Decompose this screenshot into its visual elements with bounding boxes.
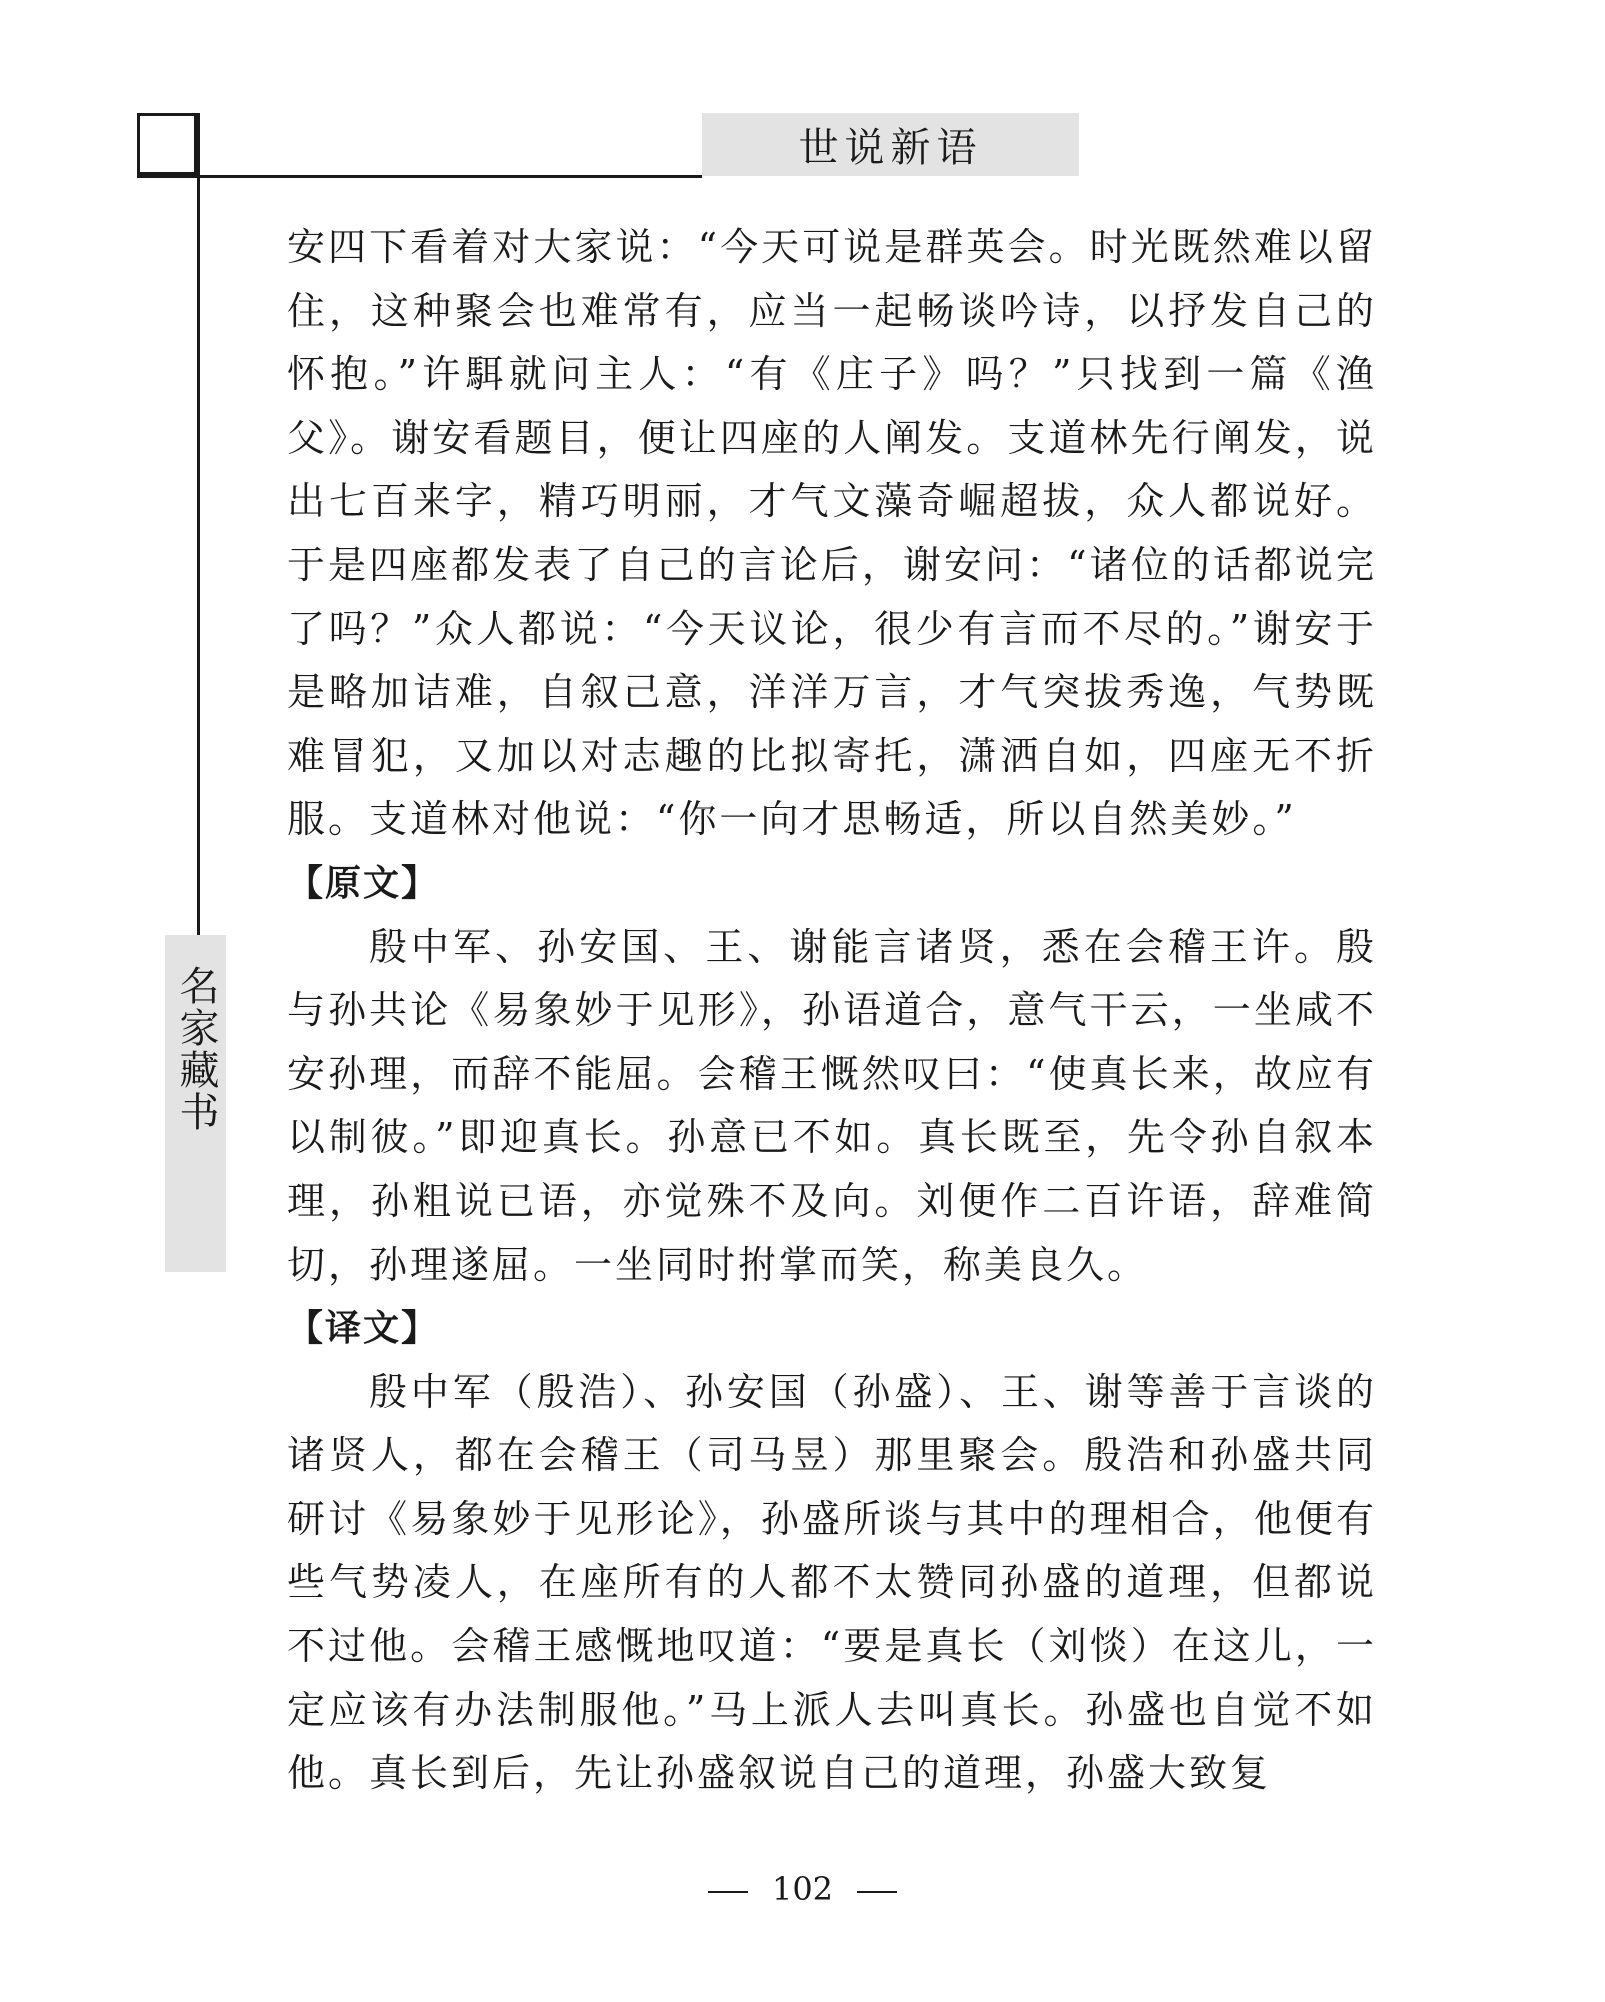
header-rule (137, 175, 702, 178)
translation-continued-paragraph: 安四下看着对大家说：“今天可说是群英会。时光既然难以留住，这种聚会也难常有，应当一起畅谈吟诗，以抒发自己的怀抱。”许駬就问主人：“有《庄子》吗？”只找到一篇《渔父》。谢安看题目，便让四座的人阐发。支道林先行阐发，说出七百来字，精巧明丽，才气文藻奇崛超拔，众人都说好。于是四座都发表了自己的言论后，谢安问：“诸位的话都说完了吗？”众人都说：“今天议论，很少有言而不尽的。”谢安于是略加诘难，自叙己意，洋洋万言，才气突拔秀逸，气势既难冒犯，又加以对志趣的比拟寄托，潇洒自如，四座无不折服。支道林对他说：“你一向才思畅适，所以自然美妙。” (287, 225, 1377, 842)
original-text-paragraph: 殷中军、孙安国、王、谢能言诸贤，悉在会稽王许。殷与孙共论《易象妙于见形》，孙语道合，意气干云，一坐咸不安孙理，而辞不能屈。会稽王慨然叹曰：“使真长来，故应有以制彼。”即迎真长。孙意已不如。真长既至，先令孙自叙本理，孙粗说已语，亦觉殊不及向。刘便作二百许语，辞难简切，孙理遂屈。一坐同时拊掌而笑，称美良久。 (287, 924, 1377, 1287)
right-dash (857, 1891, 897, 1893)
left-dash (708, 1891, 748, 1893)
running-header (702, 113, 1079, 176)
header-corner-box (137, 113, 197, 175)
side-tab (165, 935, 226, 1272)
book-title: 世说新语 (798, 125, 983, 171)
page-number: 102 (771, 1870, 834, 1908)
original-text-heading: 【原文】 (287, 862, 440, 904)
translation-paragraph: 殷中军（殷浩）、孙安国（孙盛）、王、谢等善于言谈的诸贤人，都在会稽王（司马昱）那里聚会。殷浩和孙盛共同研讨《易象妙于见形论》，孙盛所谈与其中的理相合，他便有些气势凌人，在座所有的人都不太赞同孙盛的道理，但都说不过他。会稽王感慨地叹道：“要是真长（刘惔）在这儿，一定应该有办法制服他。”马上派人去叫真长。孙盛也自觉不如他。真长到后，先让孙盛叙说自己的道理，孙盛大致复 (287, 1369, 1377, 1796)
page-body (287, 216, 1377, 1806)
translation-heading: 【译文】 (287, 1308, 440, 1350)
margin-vertical-rule (197, 113, 200, 935)
side-tab-label: 名家藏书 (173, 965, 219, 1133)
page-footer (0, 1870, 1605, 1908)
